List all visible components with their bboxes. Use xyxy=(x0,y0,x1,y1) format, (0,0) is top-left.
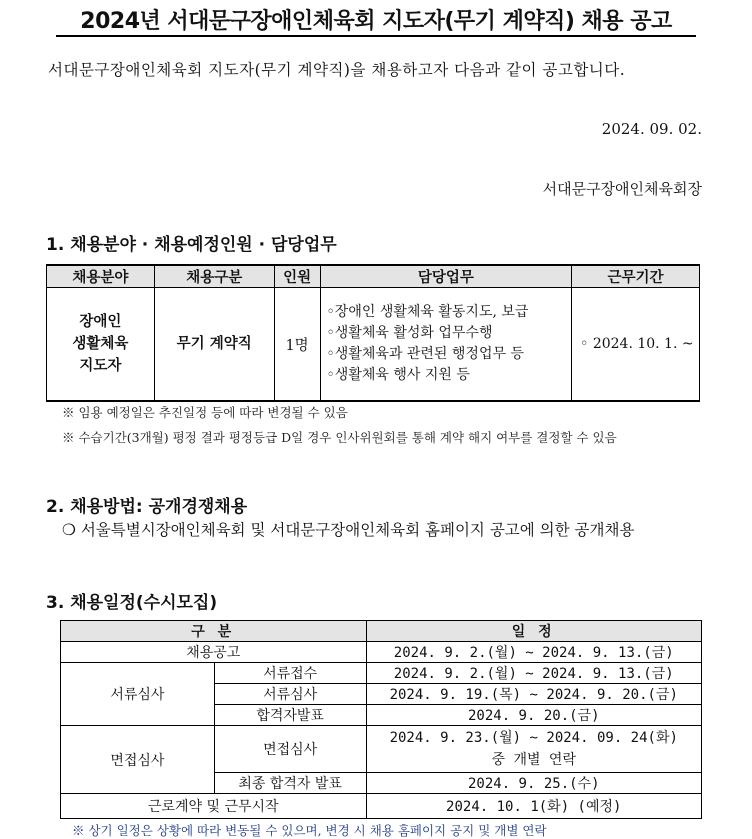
table-row xyxy=(61,726,702,773)
announcement-date: 2024. 09. 02. xyxy=(601,120,702,138)
duty-item: ◦생활체육과 관련된 행정업무 등 xyxy=(326,346,524,362)
field-line: 생활체육 xyxy=(72,336,129,352)
table-header-row xyxy=(47,265,700,288)
interview-date: 2024. 9. 23.(월) ~ 2024. 09. 24(화) xyxy=(389,730,678,746)
recruitment-table xyxy=(46,264,700,402)
schedule-footnote: ※ 상기 일정은 상황에 따라 변동될 수 있으며, 변경 시 채용 홈페이지 공지 및 개별 연락 xyxy=(72,823,547,838)
row-label: 합격자발표 xyxy=(214,705,366,726)
field-line: 지도자 xyxy=(79,358,122,374)
schedule-header-row xyxy=(61,621,702,642)
organization-signature: 서대문구장애인체육회장 xyxy=(542,180,702,198)
cell-field xyxy=(47,288,155,402)
field-line: 장애인 xyxy=(79,314,122,330)
interview-date-note: 중 개별 연락 xyxy=(491,752,576,768)
row-date: 2024. 9. 20.(금) xyxy=(366,705,702,726)
row-label: 근로계약 및 근무시작 xyxy=(61,794,367,819)
header-duties: 담당업무 xyxy=(320,265,572,288)
row-label: 최종 합격자 발표 xyxy=(214,773,366,794)
header-schedule: 일 정 xyxy=(366,621,702,642)
duty-item: ◦장애인 생활체육 활동지도, 보급 xyxy=(326,304,529,320)
section3-title: 3. 채용일정(수시모집) xyxy=(46,593,218,613)
row-date: 2024. 9. 19.(목) ~ 2024. 9. 20.(금) xyxy=(366,684,702,705)
row-label: 서류심사 xyxy=(214,684,366,705)
cell-type: 무기 계약직 xyxy=(154,288,274,402)
header-type: 채용구분 xyxy=(154,265,274,288)
section2-title: 2. 채용방법: 공개경쟁채용 xyxy=(46,497,248,517)
table-row xyxy=(47,288,700,402)
duty-item: ◦생활체육 행사 지원 등 xyxy=(326,367,470,383)
header-category: 구 분 xyxy=(61,621,367,642)
row-label: 면접심사 xyxy=(214,726,366,773)
header-period: 근무기간 xyxy=(572,265,700,288)
schedule-table xyxy=(60,620,702,819)
row-date: 2024. 9. 25.(수) xyxy=(366,773,702,794)
row-date xyxy=(366,726,702,773)
cell-duties xyxy=(320,288,572,402)
row-label: 서류접수 xyxy=(214,663,366,684)
group-label: 면접심사 xyxy=(61,726,215,794)
row-label: 채용공고 xyxy=(61,642,367,663)
section1-title: 1. 채용분야 · 채용예정인원 · 담당업무 xyxy=(46,235,337,255)
method-bullet: ❍ 서울특별시장애인체육회 및 서대문구장애인체육회 홈페이지 공고에 의한 공개채용 xyxy=(62,521,635,539)
header-field: 채용분야 xyxy=(47,265,155,288)
table-row xyxy=(61,794,702,819)
intro-text: 서대문구장애인체육회 지도자(무기 계약직)을 채용하고자 다음과 같이 공고합니다. xyxy=(48,61,626,79)
header-count: 인원 xyxy=(274,265,320,288)
table-row xyxy=(61,642,702,663)
row-date: 2024. 10. 1(화) (예정) xyxy=(366,794,702,819)
row-date: 2024. 9. 2.(월) ~ 2024. 9. 13.(금) xyxy=(366,663,702,684)
row-date: 2024. 9. 2.(월) ~ 2024. 9. 13.(금) xyxy=(366,642,702,663)
group-label: 서류심사 xyxy=(61,663,215,726)
page-title: 2024년 서대문구장애인체육회 지도자(무기 계약직) 채용 공고 xyxy=(80,9,672,34)
cell-count: 1명 xyxy=(274,288,320,402)
note-appointment: ※ 임용 예정일은 추진일정 등에 따라 변경될 수 있음 xyxy=(62,405,348,420)
duty-item: ◦생활체육 활성화 업무수행 xyxy=(326,325,493,341)
table-row xyxy=(61,663,702,684)
cell-period: ◦ 2024. 10. 1. ~ xyxy=(572,288,700,402)
title-divider xyxy=(56,35,696,37)
note-probation: ※ 수습기간(3개월) 평정 결과 평정등급 D일 경우 인사위원회를 통해 계약 해지 여부를 결정할 수 있음 xyxy=(62,430,617,445)
